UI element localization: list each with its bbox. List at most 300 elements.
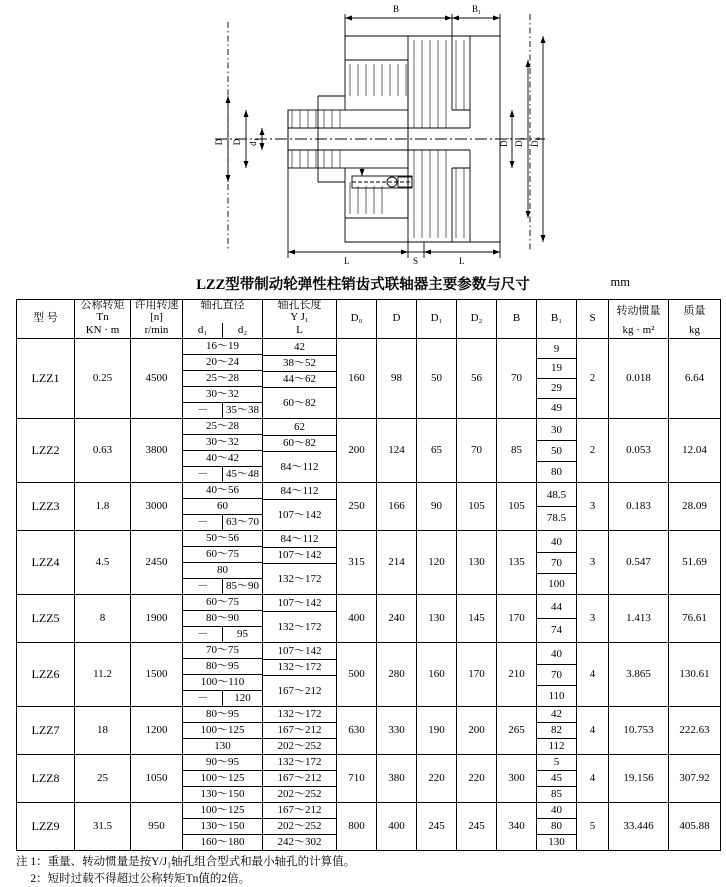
cell-B1 (537, 531, 577, 595)
svg-text:B: B (393, 4, 400, 14)
bore-d1: 40～56 (206, 484, 239, 497)
bore-d1: 100～125 (200, 804, 245, 817)
cell-mass: 12.04 (669, 419, 721, 483)
cell-S: 3 (577, 483, 609, 531)
bore-d1: 90～95 (206, 756, 239, 769)
cell-inertia: 1.413 (609, 595, 669, 643)
cell-inertia: 33.446 (609, 803, 669, 851)
th-mass-1: 质量 (669, 300, 721, 324)
bore-d2: 63～70 (222, 515, 262, 530)
cell-B: 105 (497, 483, 537, 531)
cell-model: LZZ3 (17, 483, 75, 531)
th-speed-1: 许用转速 (131, 300, 183, 312)
cell-D1: 50 (417, 339, 457, 419)
note-2: 2：短时过载不得超过公称转矩Tn值的2倍。 (16, 872, 251, 885)
bore-length-subrow: 60～82 (263, 436, 336, 452)
bore-diameter-subrow (183, 531, 262, 547)
bore-length-subrow: 202～252 (263, 819, 336, 835)
bore-diameter-subrow (183, 787, 262, 802)
cell-bore-diameter (183, 707, 263, 755)
cell-speed: 4500 (131, 339, 183, 419)
svg-text:B₁: B₁ (472, 4, 482, 14)
B1-subrow: 100 (548, 577, 565, 590)
table-row (17, 419, 721, 483)
cell-B1 (537, 339, 577, 419)
svg-text:D₂: D₂ (514, 137, 524, 147)
bore-d1: 100～125 (200, 724, 245, 737)
cell-D: 166 (377, 483, 417, 531)
cell-mass: 28.09 (669, 483, 721, 531)
table-row (17, 643, 721, 707)
th-D: D (377, 300, 417, 339)
bore-d1: 130 (214, 740, 231, 753)
cell-S: 5 (577, 803, 609, 851)
cell-D2: 220 (457, 755, 497, 803)
cell-D0: 250 (337, 483, 377, 531)
bore-length-subrow: 107～142 (263, 596, 336, 612)
bore-d1: 60～75 (206, 596, 239, 609)
svg-text:d₁: d₁ (248, 138, 258, 146)
bore-length-subrow: 132～172 (263, 660, 336, 676)
bore-length-subrow: 132～172 (277, 572, 322, 585)
th-torque-1: 公称转矩 (75, 300, 131, 312)
th-d1-d2 (183, 323, 263, 339)
bore-d1: 60～75 (206, 548, 239, 561)
cell-B1 (537, 595, 577, 643)
cell-bore-length (263, 755, 337, 803)
th-D2: D₂ (457, 300, 497, 339)
cell-S: 4 (577, 755, 609, 803)
cell-D0: 315 (337, 531, 377, 595)
cell-inertia: 0.547 (609, 531, 669, 595)
bore-diameter-subrow (183, 771, 262, 787)
bore-diameter-subrow (183, 371, 262, 387)
cell-bore-diameter (183, 755, 263, 803)
bore-diameter-subrow (183, 643, 262, 659)
bore-diameter-subrow (183, 675, 262, 691)
bore-length-subrow: 60～82 (283, 396, 316, 409)
cell-D0: 500 (337, 643, 377, 707)
cell-D0: 800 (337, 803, 377, 851)
th-D1: D₁ (417, 300, 457, 339)
note-1: 注 1：重量、转动惯量是按Y/J₁轴孔组合型式和最小轴孔的计算值。 (16, 856, 356, 869)
bore-diameter-subrow (183, 515, 262, 530)
svg-text:D₀: D₀ (530, 137, 540, 147)
table-row (17, 707, 721, 755)
cell-torque: 1.8 (75, 483, 131, 531)
th-inertia-1: 转动惯量 (609, 300, 669, 324)
cell-torque: 0.63 (75, 419, 131, 483)
bore-d1: － (197, 468, 208, 481)
B1-subrow: 85 (551, 788, 562, 801)
th-torque-3: KN · m (75, 323, 131, 339)
B1-subrow: 70 (537, 665, 576, 686)
bore-diameter-subrow (183, 755, 262, 771)
cell-D: 400 (377, 803, 417, 851)
cell-model: LZZ4 (17, 531, 75, 595)
bore-diameter-subrow (183, 435, 262, 451)
bore-d2: 35～38 (222, 403, 262, 418)
cell-model: LZZ6 (17, 643, 75, 707)
bore-diameter-subrow (183, 387, 262, 403)
cell-mass: 222.63 (669, 707, 721, 755)
cell-D: 214 (377, 531, 417, 595)
table-row (17, 483, 721, 531)
B1-subrow: 130 (548, 836, 565, 849)
B1-subrow: 42 (537, 707, 576, 723)
bore-d1: － (197, 516, 208, 529)
cell-S: 2 (577, 339, 609, 419)
cell-D2: 200 (457, 707, 497, 755)
cell-inertia: 0.018 (609, 339, 669, 419)
bore-diameter-subrow (183, 627, 262, 642)
cell-D2: 245 (457, 803, 497, 851)
bore-d1: 70～75 (206, 644, 239, 657)
bore-diameter-subrow (183, 355, 262, 371)
cell-D: 280 (377, 643, 417, 707)
cell-D2: 105 (457, 483, 497, 531)
bore-d1: 100～125 (200, 772, 245, 785)
bore-d2: 120 (222, 691, 262, 706)
bore-length-subrow: 202～252 (277, 788, 322, 801)
cell-inertia: 10.753 (609, 707, 669, 755)
cell-S: 3 (577, 531, 609, 595)
cell-inertia: 19.156 (609, 755, 669, 803)
cell-B: 85 (497, 419, 537, 483)
cell-D1: 130 (417, 595, 457, 643)
table-row (17, 339, 721, 419)
cell-torque: 31.5 (75, 803, 131, 851)
cell-D: 98 (377, 339, 417, 419)
cell-bore-length (263, 595, 337, 643)
B1-subrow: 40 (537, 532, 576, 553)
bore-d1: 25～28 (206, 420, 239, 433)
cell-B: 265 (497, 707, 537, 755)
B1-subrow: 44 (537, 596, 576, 620)
cell-D2: 130 (457, 531, 497, 595)
bore-d1: － (197, 404, 208, 417)
cell-B1 (537, 643, 577, 707)
bore-length-subrow: 84～112 (280, 460, 319, 473)
cell-bore-length (263, 531, 337, 595)
th-d2: d₂ (222, 323, 262, 338)
bore-d1: 40～42 (206, 452, 239, 465)
cell-D2: 70 (457, 419, 497, 483)
bore-length-subrow: 132～172 (263, 707, 336, 723)
cell-D0: 710 (337, 755, 377, 803)
bore-diameter-subrow (183, 659, 262, 675)
B1-subrow: 19 (537, 359, 576, 379)
bore-diameter-subrow (183, 403, 262, 418)
th-D0: D₀ (337, 300, 377, 339)
bore-length-subrow: 167～212 (263, 723, 336, 739)
cell-D1: 65 (417, 419, 457, 483)
cell-bore-diameter (183, 419, 263, 483)
cell-bore-length (263, 803, 337, 851)
cell-B: 70 (497, 339, 537, 419)
table-row (17, 803, 721, 851)
bore-d1: 25～28 (206, 372, 239, 385)
th-speed-3: r/min (131, 323, 183, 339)
th-bore-len-3: L (263, 323, 337, 339)
cell-speed: 1200 (131, 707, 183, 755)
svg-text:S: S (413, 256, 419, 266)
bore-d1: 130～150 (200, 788, 245, 801)
cell-D0: 400 (337, 595, 377, 643)
cell-speed: 950 (131, 803, 183, 851)
B1-subrow: 80 (551, 465, 562, 478)
cell-B: 170 (497, 595, 537, 643)
bore-length-subrow: 62 (263, 420, 336, 436)
table-title-row (0, 270, 726, 296)
cell-mass: 6.64 (669, 339, 721, 419)
cell-model: LZZ2 (17, 419, 75, 483)
cell-S: 4 (577, 707, 609, 755)
bore-d1: － (197, 692, 208, 705)
bore-diameter-subrow (183, 739, 262, 754)
cell-D1: 220 (417, 755, 457, 803)
cell-B1 (537, 803, 577, 851)
th-B: B (497, 300, 537, 339)
B1-subrow: 9 (537, 340, 576, 360)
cell-model: LZZ9 (17, 803, 75, 851)
th-mass-2: kg (669, 323, 721, 339)
th-inertia-2: kg · m² (609, 323, 669, 339)
bore-diameter-subrow (183, 819, 262, 835)
B1-subrow: 80 (537, 819, 576, 835)
cell-model: LZZ5 (17, 595, 75, 643)
bore-d1: 80～95 (206, 708, 239, 721)
bore-length-subrow: 167～212 (263, 803, 336, 819)
cell-mass: 405.88 (669, 803, 721, 851)
cell-B: 135 (497, 531, 537, 595)
B1-subrow: 40 (537, 644, 576, 665)
svg-text:L: L (344, 256, 350, 266)
parameters-table-wrap (16, 299, 710, 851)
cell-B: 300 (497, 755, 537, 803)
B1-subrow: 70 (537, 553, 576, 574)
th-d1: d₁ (197, 324, 208, 337)
bore-diameter-subrow (183, 483, 262, 499)
cell-D0: 630 (337, 707, 377, 755)
bore-d1: 60 (217, 500, 228, 513)
bore-length-subrow: 132～172 (277, 620, 322, 633)
cell-torque: 25 (75, 755, 131, 803)
bore-diameter-subrow (183, 707, 262, 723)
svg-text:L: L (459, 256, 465, 266)
parameters-table (16, 299, 721, 851)
bore-d1: － (197, 580, 208, 593)
cell-torque: 4.5 (75, 531, 131, 595)
bore-d1: 30～32 (206, 388, 239, 401)
cell-D1: 245 (417, 803, 457, 851)
svg-text:D: D (232, 138, 242, 146)
bore-d1: 16～19 (206, 340, 239, 353)
bore-diameter-subrow (183, 451, 262, 467)
bore-length-subrow: 107～142 (263, 644, 336, 660)
bore-d1: 80～95 (206, 660, 239, 673)
bore-diameter-subrow (183, 691, 262, 706)
bore-d2: 95 (222, 627, 262, 642)
bore-length-subrow: 84～112 (263, 484, 336, 500)
th-B1: B₁ (537, 300, 577, 339)
cell-D0: 200 (337, 419, 377, 483)
bore-length-subrow: 132～172 (263, 755, 336, 771)
cell-speed: 3800 (131, 419, 183, 483)
cell-mass: 307.92 (669, 755, 721, 803)
B1-subrow: 5 (537, 755, 576, 771)
bore-d1: 50～56 (206, 532, 239, 545)
cell-inertia: 0.053 (609, 419, 669, 483)
cell-S: 4 (577, 643, 609, 707)
bore-length-subrow: 202～252 (277, 740, 322, 753)
cell-bore-length (263, 419, 337, 483)
cell-torque: 8 (75, 595, 131, 643)
cell-bore-diameter (183, 483, 263, 531)
cell-D1: 120 (417, 531, 457, 595)
cell-D: 380 (377, 755, 417, 803)
cell-inertia: 3.865 (609, 643, 669, 707)
cell-torque: 0.25 (75, 339, 131, 419)
th-model: 型 号 (17, 300, 75, 339)
bore-d2: 85～90 (222, 579, 262, 594)
bore-diameter-subrow (183, 723, 262, 739)
bore-d1: 80 (217, 564, 228, 577)
cell-bore-diameter (183, 339, 263, 419)
cell-model: LZZ1 (17, 339, 75, 419)
bore-d2: 45～48 (222, 467, 262, 482)
svg-text:D: D (214, 138, 224, 146)
bore-d1: 100～110 (200, 676, 245, 689)
cell-speed: 1050 (131, 755, 183, 803)
svg-text:D₁: D₁ (499, 137, 509, 147)
cell-bore-diameter (183, 643, 263, 707)
cell-B1 (537, 707, 577, 755)
bore-length-subrow: 38～52 (263, 356, 336, 372)
cell-bore-diameter (183, 803, 263, 851)
cell-B1 (537, 483, 577, 531)
unit-label: mm (610, 275, 630, 289)
bore-length-subrow: 107～142 (263, 548, 336, 564)
th-bore-dia: 轴孔直径 (183, 300, 263, 312)
cell-D2: 145 (457, 595, 497, 643)
bore-diameter-subrow (183, 835, 262, 850)
bore-diameter-subrow (183, 499, 262, 515)
th-S: S (577, 300, 609, 339)
bore-diameter-subrow (183, 803, 262, 819)
bore-d1: 130～150 (200, 820, 245, 833)
B1-subrow: 82 (537, 723, 576, 739)
B1-subrow: 49 (551, 401, 562, 414)
bore-diameter-subrow (183, 547, 262, 563)
cell-speed: 3000 (131, 483, 183, 531)
bore-d1: 160～180 (200, 836, 245, 849)
B1-subrow: 112 (548, 740, 565, 753)
cell-D: 124 (377, 419, 417, 483)
cell-D0: 160 (337, 339, 377, 419)
cell-B: 210 (497, 643, 537, 707)
cell-D1: 190 (417, 707, 457, 755)
cell-D2: 56 (457, 339, 497, 419)
bore-diameter-subrow (183, 467, 262, 482)
bore-diameter-subrow (183, 595, 262, 611)
th-bore-len-2: Y J₁ (263, 312, 337, 324)
bore-diameter-subrow (183, 339, 262, 355)
cell-bore-length (263, 483, 337, 531)
th-speed-2: [n] (131, 312, 183, 324)
B1-subrow: 48.5 (537, 484, 576, 508)
table-row (17, 595, 721, 643)
bore-d1: 30～32 (206, 436, 239, 449)
cell-bore-diameter (183, 531, 263, 595)
cell-bore-length (263, 643, 337, 707)
cell-mass: 51.69 (669, 531, 721, 595)
B1-subrow: 45 (537, 771, 576, 787)
cell-D: 240 (377, 595, 417, 643)
bore-length-subrow: 167～212 (263, 771, 336, 787)
bore-d1: 20～24 (206, 356, 239, 369)
bore-length-subrow: 42 (263, 340, 336, 356)
cell-D1: 90 (417, 483, 457, 531)
page-title: LZZ型带制动轮弹性柱销齿式联轴器主要参数与尺寸 (196, 277, 530, 293)
bore-diameter-subrow (183, 419, 262, 435)
notes-block (16, 851, 710, 887)
cell-torque: 18 (75, 707, 131, 755)
cell-D: 330 (377, 707, 417, 755)
bore-diameter-subrow (183, 579, 262, 594)
bore-length-subrow: 84～112 (263, 532, 336, 548)
cell-bore-length (263, 339, 337, 419)
B1-subrow: 78.5 (546, 512, 567, 525)
cell-model: LZZ8 (17, 755, 75, 803)
cell-speed: 1500 (131, 643, 183, 707)
B1-subrow: 40 (537, 803, 576, 819)
cell-D1: 160 (417, 643, 457, 707)
cell-speed: 2450 (131, 531, 183, 595)
th-bore-len: 轴孔长度 (263, 300, 337, 312)
cell-S: 3 (577, 595, 609, 643)
cell-bore-length (263, 707, 337, 755)
B1-subrow: 74 (551, 624, 562, 637)
B1-subrow: 30 (537, 420, 576, 441)
technical-drawing (0, 0, 726, 270)
cell-torque: 11.2 (75, 643, 131, 707)
cell-inertia: 0.183 (609, 483, 669, 531)
bore-length-subrow: 107～142 (277, 508, 322, 521)
cell-B1 (537, 419, 577, 483)
bore-length-subrow: 242～302 (277, 836, 322, 849)
bore-d1: － (197, 628, 208, 641)
th-bore-dia-blank (183, 312, 263, 324)
cell-mass: 130.61 (669, 643, 721, 707)
B1-subrow: 50 (537, 441, 576, 462)
parameters-table-body (17, 339, 721, 851)
cell-speed: 1900 (131, 595, 183, 643)
bore-diameter-subrow (183, 611, 262, 627)
cell-D2: 170 (457, 643, 497, 707)
cell-S: 2 (577, 419, 609, 483)
B1-subrow: 110 (548, 689, 565, 702)
cell-B1 (537, 755, 577, 803)
table-row (17, 755, 721, 803)
table-row (17, 531, 721, 595)
bore-length-subrow: 44～62 (263, 372, 336, 388)
bore-diameter-subrow (183, 563, 262, 579)
coupling-cross-section-svg (0, 0, 726, 270)
B1-subrow: 29 (537, 379, 576, 399)
cell-model: LZZ7 (17, 707, 75, 755)
bore-length-subrow: 167～212 (277, 684, 322, 697)
